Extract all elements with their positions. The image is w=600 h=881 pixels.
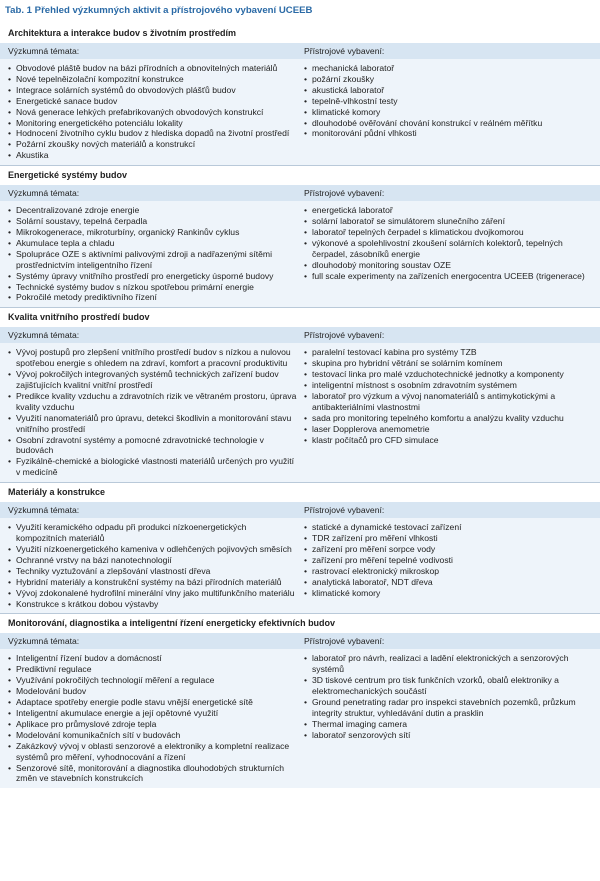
section-title: Energetické systémy budov — [0, 166, 600, 185]
topic-item: • Hybridní materiály a konstrukční systémy na bázi přírodních materiálů — [8, 577, 298, 588]
topics-list — [8, 347, 298, 478]
topic-item: • Systémy úpravy vnitřního prostředí pro energeticky úsporné budovy — [8, 271, 298, 282]
topic-item: • Techniky vyztužování a zlepšování vlastností dřeva — [8, 566, 298, 577]
topic-item: • Využívání pokročilých technologií měření a regulace — [8, 675, 298, 686]
topic-item: • Využití nanomateriálů pro úpravu, detekci škodlivin a monitorování stavu vnitřního prostředí — [8, 413, 298, 435]
section-title: Architektura a interakce budov s životním prostředím — [0, 24, 600, 43]
topic-item: • Vývoj postupů pro zlepšení vnitřního prostředí budov s nízkou a nulovou spotřebou energie s ohledem na zdraví, komfort a pracovní produktivitu — [8, 347, 298, 369]
equipment-list — [304, 347, 592, 445]
equipment-item: • klastr počítačů pro CFD simulace — [304, 435, 592, 446]
topics-header: Výzkumná témata: — [8, 330, 80, 341]
equipment-item: • laboratoř pro návrh, realizaci a ladění elektronických a senzorových systémů — [304, 653, 592, 675]
topic-item: • Adaptace spotřeby energie podle stavu vnější energetické sítě — [8, 697, 298, 708]
section-body — [0, 518, 600, 613]
topics-list — [8, 522, 298, 609]
equipment-header: Přístrojové vybavení: — [304, 188, 385, 199]
equipment-item: • klimatické komory — [304, 588, 592, 599]
equipment-item: • full scale experimenty na zařízeních energocentra UCEEB (trigenerace) — [304, 271, 592, 282]
equipment-item: • inteligentní místnost s osobním zdravotním systémem — [304, 380, 592, 391]
topics-header: Výzkumná témata: — [8, 188, 80, 199]
topic-item: • Decentralizované zdroje energie — [8, 205, 298, 216]
equipment-item: • Ground penetrating radar pro inspekci stavebních pozemků, průzkum integrity struktur, vyhledávání dutin a prasklin — [304, 697, 592, 719]
equipment-header: Přístrojové vybavení: — [304, 636, 385, 647]
topic-item: • Pokročilé metody prediktivního řízení — [8, 292, 298, 303]
equipment-header: Přístrojové vybavení: — [304, 330, 385, 341]
topics-list — [8, 205, 298, 303]
subheader-row — [0, 633, 600, 649]
topic-item: • Využití nízkoenergetického kameniva v odlehčených pojivových směsích — [8, 544, 298, 555]
equipment-item: • monitorování půdní vlhkosti — [304, 128, 592, 139]
section-body — [0, 201, 600, 307]
equipment-item: • testovací linka pro malé vzduchotechnické jednotky a komponenty — [304, 369, 592, 380]
topic-item: • Fyzikálně-chemické a biologické vlastnosti materiálů určených pro využití v medicíně — [8, 456, 298, 478]
section-title: Monitorování, diagnostika a inteligentní řízení energeticky efektivních budov — [0, 614, 600, 633]
section-title: Kvalita vnitřního prostředí budov — [0, 308, 600, 327]
equipment-item: • analytická laboratoř, NDT dřeva — [304, 577, 592, 588]
equipment-item: • statické a dynamické testovací zařízení — [304, 522, 592, 533]
equipment-list — [304, 63, 592, 139]
equipment-item: • Thermal imaging camera — [304, 719, 592, 730]
table-caption: Tab. 1 Přehled výzkumných aktivit a přístrojového vybavení UCEEB — [5, 5, 313, 16]
topic-item: • Technické systémy budov s nízkou spotřebou primární energie — [8, 282, 298, 293]
topic-item: • Požární zkoušky nových materiálů a konstrukcí — [8, 139, 298, 150]
topic-item: • Ochranné vrstvy na bázi nanotechnologií — [8, 555, 298, 566]
topic-item: • Modelování budov — [8, 686, 298, 697]
equipment-list — [304, 653, 592, 740]
topic-item: • Nové tepelněizolační kompozitní konstrukce — [8, 74, 298, 85]
equipment-header: Přístrojové vybavení: — [304, 46, 385, 56]
equipment-header: Přístrojové vybavení: — [304, 505, 385, 516]
topic-item: • Využití keramického odpadu při produkci nízkoenergetických kompozitních materiálů — [8, 522, 298, 544]
equipment-item: • tepelně-vlhkostní testy — [304, 96, 592, 107]
research-table — [0, 24, 600, 788]
subheader-row — [0, 502, 600, 518]
topic-item: • Osobní zdravotní systémy a pomocné zdravotnické technologie v budovách — [8, 435, 298, 457]
topic-item: • Predikce kvality vzduchu a zdravotních rizik ve větraném prostoru, úprava kvality vzduchu — [8, 391, 298, 413]
topic-item: • Inteligentní akumulace energie a její opětovné využití — [8, 708, 298, 719]
equipment-item: • paralelní testovací kabina pro systémy TZB — [304, 347, 592, 358]
topic-item: • Integrace solárních systémů do obvodových plášťů budov — [8, 85, 298, 96]
topic-item: • Zakázkový vývoj v oblasti senzorové a elektroniky a kompletní realizace systémů pro měření, vyhodnocování a řízení — [8, 741, 298, 763]
equipment-item: • energetická laboratoř — [304, 205, 592, 216]
equipment-item: • laboratoř tepelných čerpadel s klimatickou dvojkomorou — [304, 227, 592, 238]
topic-item: • Monitoring energetického potenciálu lokality — [8, 118, 298, 129]
equipment-item: • TDR zařízení pro měření vlhkosti — [304, 533, 592, 544]
subheader-row — [0, 327, 600, 343]
equipment-item: • akustická laboratoř — [304, 85, 592, 96]
equipment-item: • zařízení pro měření tepelné vodivosti — [304, 555, 592, 566]
topic-item: • Senzorové sítě, monitorování a diagnostika dlouhodobých strukturních změn ve stavebních konstrukcích — [8, 763, 298, 785]
topic-item: • Hodnocení životního cyklu budov z hlediska dopadů na životní prostředí — [8, 128, 298, 139]
topic-item: • Vývoj pokročilých integrovaných systémů technických zařízení budov zajišťujících kvalitní vnitřní prostředí — [8, 369, 298, 391]
subheader-row — [0, 185, 600, 201]
topic-item: • Mikrokogenerace, mikroturbíny, organický Rankinův cyklus — [8, 227, 298, 238]
equipment-item: • laboratoř senzorových sítí — [304, 730, 592, 741]
topic-item: • Inteligentní řízení budov a domácností — [8, 653, 298, 664]
equipment-item: • dlouhodobý monitoring soustav OZE — [304, 260, 592, 271]
topic-item: • Nová generace lehkých prefabrikovaných obvodových konstrukcí — [8, 107, 298, 118]
equipment-list — [304, 205, 592, 281]
subheader-row — [0, 43, 600, 59]
section-body — [0, 343, 600, 482]
equipment-item: • skupina pro hybridní větrání se solárním komínem — [304, 358, 592, 369]
topic-item: • Konstrukce s krátkou dobou výstavby — [8, 599, 298, 610]
equipment-list — [304, 522, 592, 598]
topic-item: • Akustika — [8, 150, 298, 161]
section-body — [0, 649, 600, 788]
section-body — [0, 59, 600, 165]
equipment-item: • solární laboratoř se simulátorem slunečního záření — [304, 216, 592, 227]
topics-list — [8, 63, 298, 161]
equipment-item: • požární zkoušky — [304, 74, 592, 85]
equipment-item: • mechanická laboratoř — [304, 63, 592, 74]
topic-item: • Modelování komunikačních sítí v budovách — [8, 730, 298, 741]
topic-item: • Vývoj zdokonalené hydrofilní minerální vlny jako multifunkčního materiálu — [8, 588, 298, 599]
equipment-item: • rastrovací elektronický mikroskop — [304, 566, 592, 577]
topics-header: Výzkumná témata: — [8, 505, 80, 516]
topic-item: • Spolupráce OZE s aktivními palivovými zdroji a nadřazenými sítěmi prostřednictvím inteligentního řízení — [8, 249, 298, 271]
topic-item: • Solární soustavy, tepelná čerpadla — [8, 216, 298, 227]
topic-item: • Obvodové pláště budov na bázi přírodních a obnovitelných materiálů — [8, 63, 298, 74]
equipment-item: • zařízení pro měření sorpce vody — [304, 544, 592, 555]
section-title: Materiály a konstrukce — [0, 483, 600, 502]
topic-item: • Aplikace pro průmyslové zdroje tepla — [8, 719, 298, 730]
equipment-item: • sada pro monitoring tepelného komfortu a analýzu kvality vzduchu — [304, 413, 592, 424]
equipment-item: • dlouhodobé ověřování chování konstrukcí v reálném měřítku — [304, 118, 592, 129]
topics-header: Výzkumná témata: — [8, 636, 80, 647]
equipment-item: • laser Dopplerova anemometrie — [304, 424, 592, 435]
equipment-item: • klimatické komory — [304, 107, 592, 118]
topics-header: Výzkumná témata: — [8, 46, 80, 56]
equipment-item: • laboratoř pro výzkum a vývoj nanomateriálů s antimykotickými a antibakteriálními vlastnostmi — [304, 391, 592, 413]
topic-item: • Akumulace tepla a chladu — [8, 238, 298, 249]
topic-item: • Energetické sanace budov — [8, 96, 298, 107]
equipment-item: • 3D tiskové centrum pro tisk funkčních vzorků, obalů elektroniky a elektromechanických součástí — [304, 675, 592, 697]
equipment-item: • výkonové a spolehlivostní zkoušení solárních kolektorů, tepelných čerpadel, zásobníků energie — [304, 238, 592, 260]
topic-item: • Prediktivní regulace — [8, 664, 298, 675]
topics-list — [8, 653, 298, 784]
